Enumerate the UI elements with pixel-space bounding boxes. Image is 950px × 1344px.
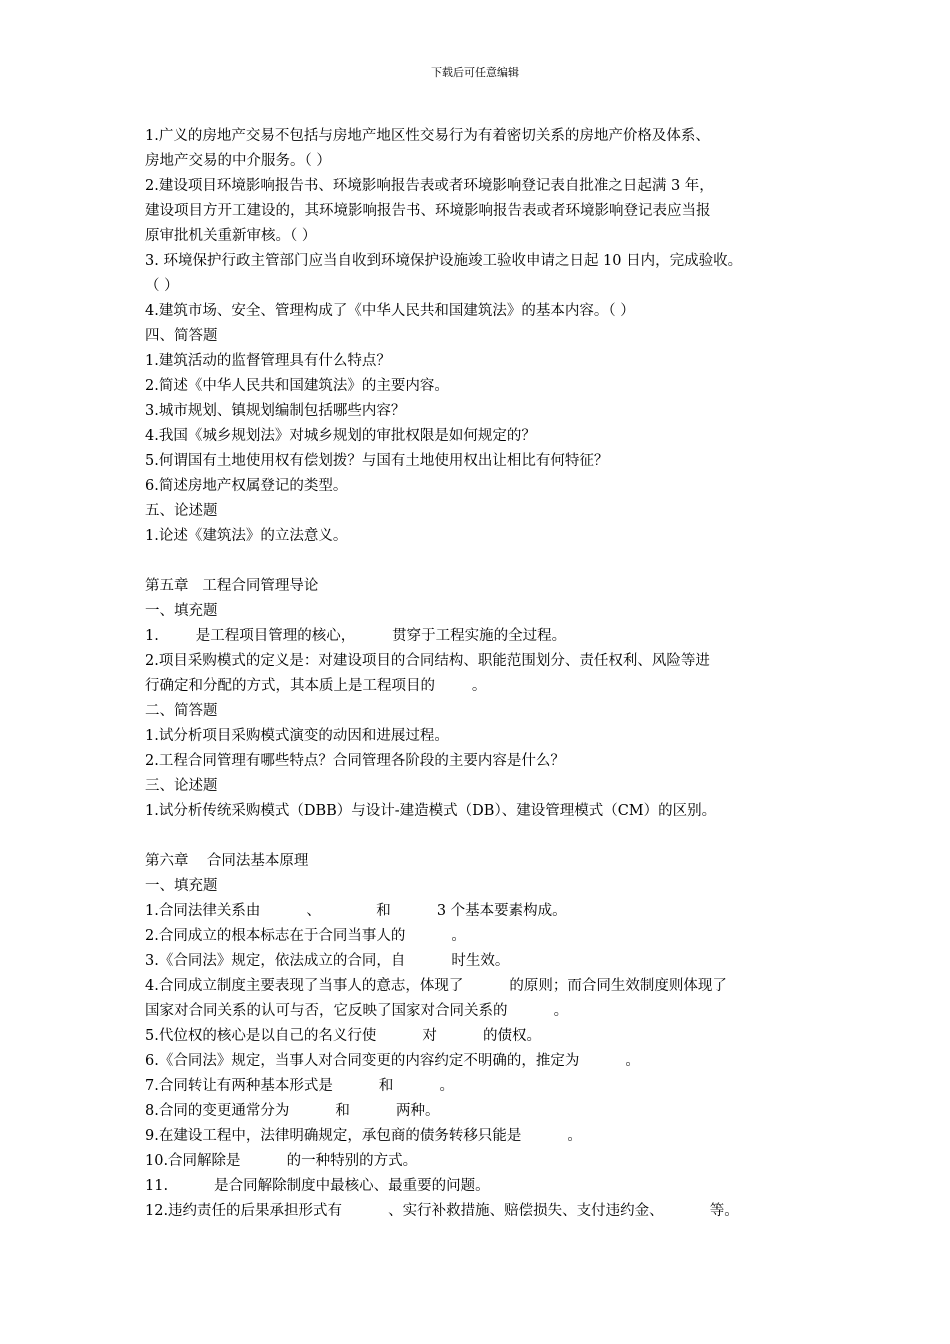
text-line: 3. 环境保护行政主管部门应当自收到环境保护设施竣工验收申请之日起 10 日内，完成验收。 [145,253,743,269]
text-line: 2.建设项目环境影响报告书、环境影响报告表或者环境影响登记表自批准之日起满 3 年， [145,178,714,194]
text-line: 2.项目采购模式的定义是：对建设项目的合同结构、职能范围划分、责任权利、风险等进 [145,653,710,669]
text-line: 第六章 合同法基本原理 [145,853,309,869]
page-header: 下载后可任意编辑 [431,66,519,79]
text-line: 1.试分析传统采购模式（DBB）与设计-建造模式（DB）、建设管理模式（CM）的区别。 [145,803,717,819]
text-line: 8.合同的变更通常分为 和 两种。 [145,1103,440,1119]
text-line: 一、填充题 [145,878,218,894]
text-line: 11. 是合同解除制度中最核心、最重要的问题。 [145,1178,490,1194]
text-line: 五、论述题 [145,503,218,519]
text-line: 1.论述《建筑法》的立法意义。 [145,528,348,544]
text-line: 行确定和分配的方式，其本质上是工程项目的 。 [145,678,487,694]
text-line: 1. 是工程项目管理的核心， 贯穿于工程实施的全过程。 [145,628,567,644]
text-line: 3.城市规划、镇规划编制包括哪些内容？ [145,403,406,419]
text-line: 3.《合同法》规定，依法成立的合同，自 时生效。 [145,953,510,969]
text-line: 6.简述房地产权属登记的类型。 [145,478,348,494]
text-line: 2.合同成立的根本标志在于合同当事人的 。 [145,928,466,944]
text-line: 1.广义的房地产交易不包括与房地产地区性交易行为有着密切关系的房地产价格及体系、 [145,128,710,144]
text-line: 12.违约责任的后果承担形式有 、实行补救措施、赔偿损失、支付违约金、 等。 [145,1203,739,1219]
text-line: 三、论述题 [145,778,218,794]
text-line: 二、简答题 [145,703,218,719]
text-line: 4.我国《城乡规划法》对城乡规划的审批权限是如何规定的？ [145,428,536,444]
text-line: 第五章 工程合同管理导论 [145,578,319,594]
text-line: 四、简答题 [145,328,218,344]
text-line: 9.在建设工程中，法律明确规定，承包商的债务转移只能是 。 [145,1128,582,1144]
text-line: 1.合同法律关系由 、 和 3 个基本要素构成。 [145,903,567,919]
text-line: （ ） [145,278,179,294]
blank-line [145,824,835,849]
text-line: 6.《合同法》规定，当事人对合同变更的内容约定不明确的，推定为 。 [145,1053,640,1069]
text-line: 5.代位权的核心是以自己的名义行使 对 的债权。 [145,1028,542,1044]
text-line: 7.合同转让有两种基本形式是 和 。 [145,1078,455,1094]
text-line: 2.简述《中华人民共和国建筑法》的主要内容。 [145,378,449,394]
text-line: 原审批机关重新审核。（ ） [145,228,317,244]
text-line: 国家对合同关系的认可与否，它反映了国家对合同关系的 。 [145,1003,569,1019]
text-line: 4.合同成立制度主要表现了当事人的意志，体现了 的原则；而合同生效制度则体现了 [145,978,727,994]
text-line: 2.工程合同管理有哪些特点？合同管理各阶段的主要内容是什么？ [145,753,565,769]
text-line: 4.建筑市场、安全、管理构成了《中华人民共和国建筑法》的基本内容。（ ） [145,303,635,319]
text-line: 1.建筑活动的监督管理具有什么特点？ [145,353,391,369]
text-line: 5.何谓国有土地使用权有偿划拨？与国有土地使用权出让相比有何特征？ [145,453,609,469]
blank-line [145,549,835,574]
text-line: 房地产交易的中介服务。（ ） [145,153,331,169]
text-line: 10.合同解除是 的一种特别的方式。 [145,1153,418,1169]
text-line: 1.试分析项目采购模式演变的动因和进展过程。 [145,728,449,744]
text-line: 建设项目方开工建设的，其环境影响报告书、环境影响报告表或者环境影响登记表应当报 [145,203,711,219]
document-body [145,124,835,1224]
text-line: 一、填充题 [145,603,218,619]
